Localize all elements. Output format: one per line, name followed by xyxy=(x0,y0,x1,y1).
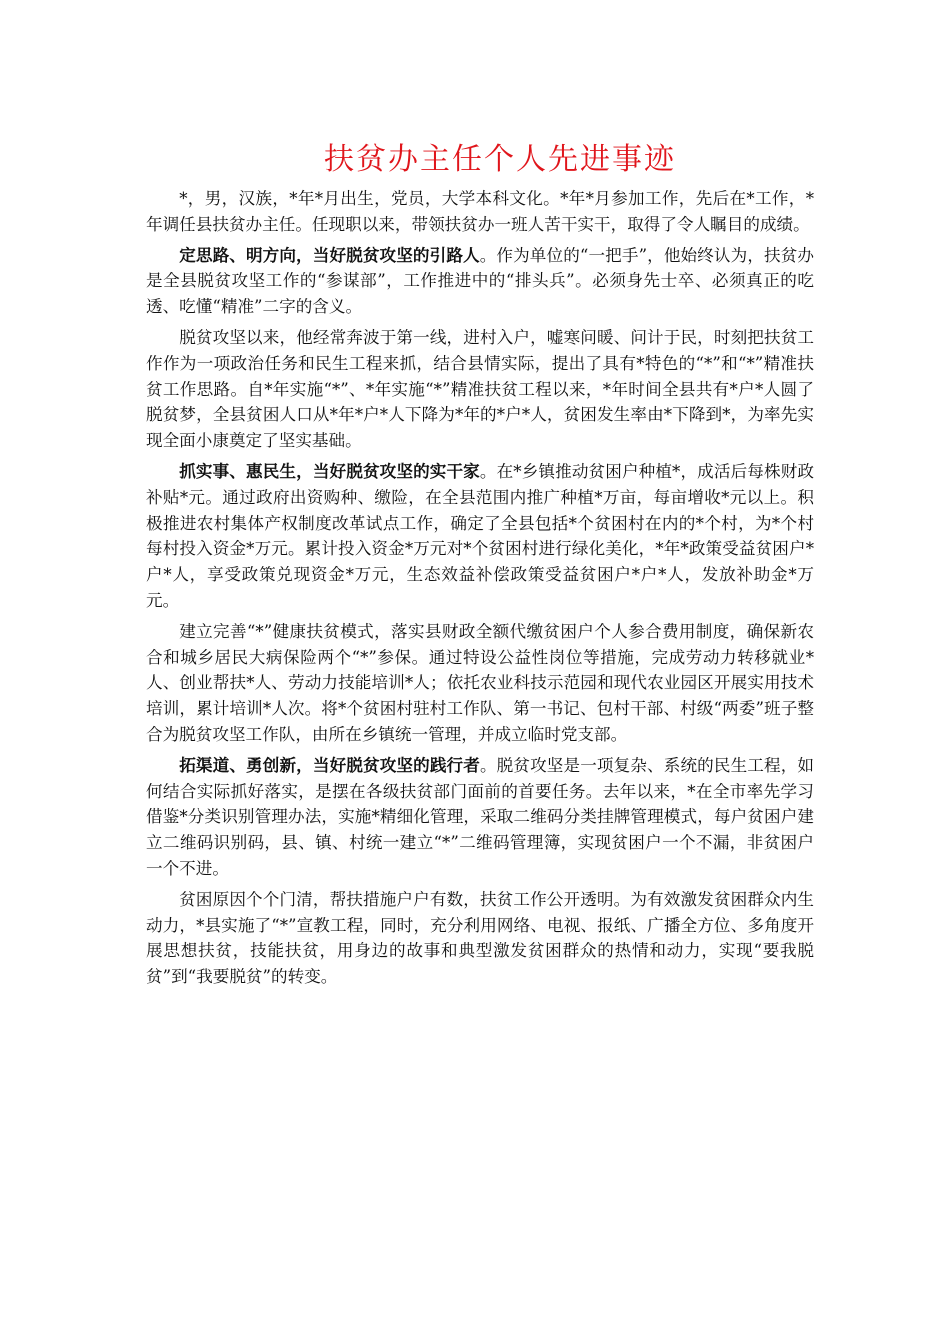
paragraph-intro xyxy=(146,186,814,238)
section-heading: 拓渠道、勇创新，当好脱贫攻坚的践行者 xyxy=(179,754,480,775)
paragraph-text: 。在*乡镇推动贫困户种植*，成活后每株财政补贴*元。通过政府出资购种、缴险，在全县范围内推广种植*万亩，每亩增收*元以上。积极推进农村集体产权制度改革试点工作，确定了全县包括*个贫困村在内的*个村，为*个村每村投入资金*万元。累计投入资金*万元对*个贫困村进行绿化美化，*年*政策受益贫困户*户*人，享受政策兑现资金*万元，生态效益补偿政策受益贫困户*户*人，发放补助金*万元。 xyxy=(146,461,815,610)
paragraph-text: 。作为单位的“一把手”，他始终认为，扶贫办是全县脱贫攻坚工作的“参谋部”，工作推进中的“排头兵”。必须身先士卒、必须真正的吃透、吃懂“精准”二字的含义。 xyxy=(146,245,815,317)
paragraph-text: 脱贫攻坚以来，他经常奔波于第一线，进村入户，嘘寒问暖、问计于民，时刻把扶贫工作作为一项政治任务和民生工程来抓，结合县情实际，提出了具有*特色的“*”和“*”精准扶贫工作思路。自*年实施“*”、*年实施“*”精准扶贫工程以来，*年时间全县共有*户*人圆了脱贫梦，全县贫困人口从*年*户*人下降为*年的*户*人，贫困发生率由*下降到*，为率先实现全面小康奠定了坚实基础。 xyxy=(146,327,814,451)
paragraph-body xyxy=(146,887,814,990)
paragraph-text: 建立完善“*”健康扶贫模式，落实县财政全额代缴贫困户个人参合费用制度，确保新农合和城乡居民大病保险两个“*”参保。通过特设公益性岗位等措施，完成劳动力转移就业*人、创业帮扶*人、劳动力技能培训*人；依托农业科技示范园和现代农业园区开展实用技术培训，累计培训*人次。将*个贫困村驻村工作队、第一书记、包村干部、村级“两委”班子整合为脱贫攻坚工作队，由所在乡镇统一管理，并成立临时党支部。 xyxy=(146,621,814,744)
paragraph-text: 。脱贫攻坚是一项复杂、系统的民生工程，如何结合实际抓好落实，是摆在各级扶贫部门面前的首要任务。去年以来，*在全市率先学习借鉴*分类识别管理办法，实施*精细化管理，采取二维码分类挂牌管理模式，每户贫困户建立二维码识别码，县、镇、村统一建立“*”二维码管理簿，实现贫困户一个不漏，非贫困户一个不进。 xyxy=(146,755,815,878)
paragraph-body xyxy=(146,325,814,454)
section-heading: 抓实事、惠民生，当好脱贫攻坚的实干家 xyxy=(179,460,480,481)
paragraph-section-2 xyxy=(146,459,814,614)
paragraph-section-3 xyxy=(146,753,814,882)
paragraph-text: *，男，汉族，*年*月出生，党员，大学本科文化。*年*月参加工作，先后在*工作，*年调任县扶贫办主任。任现职以来，带领扶贫办一班人苦干实干，取得了令人瞩目的成绩。 xyxy=(146,189,814,234)
paragraph-body xyxy=(146,619,814,748)
paragraph-section-1 xyxy=(146,243,814,320)
document-body xyxy=(146,186,814,995)
paragraph-text: 贫困原因个个门清，帮扶措施户户有数，扶贫工作公开透明。为有效激发贫困群众内生动力，*县实施了“*”宣教工程，同时，充分利用网络、电视、报纸、广播全方位、多角度开展思想扶贫，技能扶贫，用身边的故事和典型激发贫困群众的热情和动力，实现“要我脱贫”到“我要脱贫”的转变。 xyxy=(146,889,814,987)
document-title: 扶贫办主任个人先进事迹 xyxy=(324,142,676,177)
section-heading: 定思路、明方向，当好脱贫攻坚的引路人 xyxy=(179,244,480,265)
